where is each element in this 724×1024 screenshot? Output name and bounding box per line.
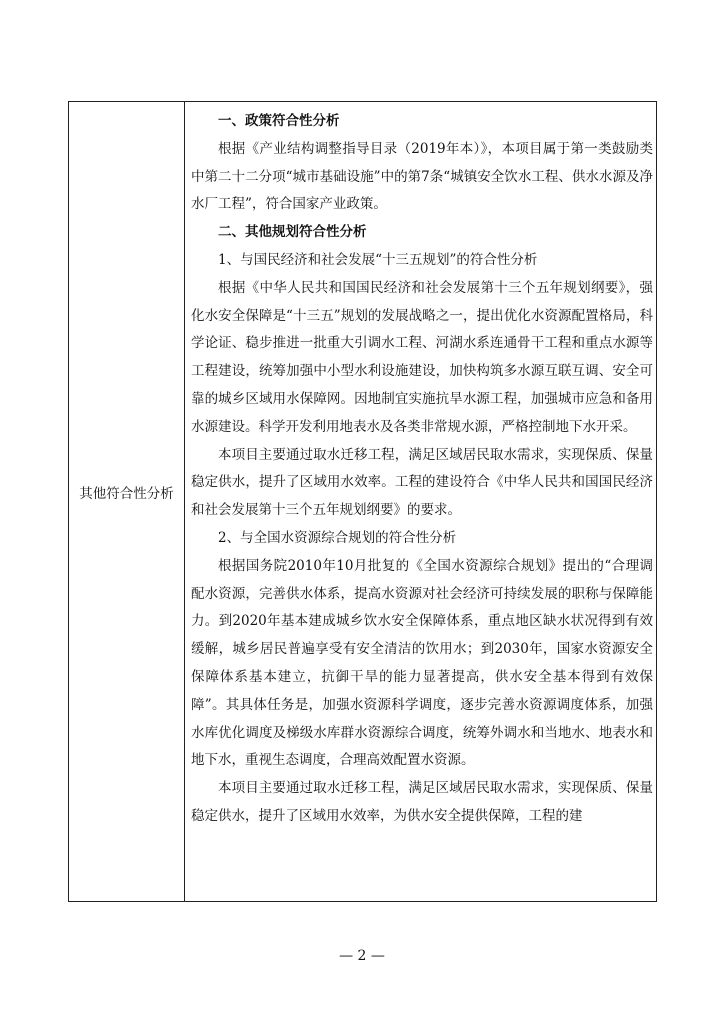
section-heading-other-plans: 二、其他规划符合性分析 — [218, 224, 367, 241]
paragraph-13th-plan: 根据《中华人民共和国国民经济和社会发展第十三个五年规划纲要》，强化水安全保障是“十三五”规划的发展战略之一，提出优化水资源配置格局，科学论证、稳步推进一批重大引调水工程、河湖水系连通骨干工程和重点水源等工程建设，统筹加强中小型水利设施建设，加快构筑多水源互联互调、安全可靠的城乡区域用水保障网。因地制宜实施抗旱水源工程，加强城市应急和备用水源建设。科学开发利用地表水及各类非常规水源，严格控制地下水开采。 — [191, 279, 653, 435]
analysis-table — [68, 101, 657, 902]
paragraph-project-13th: 本项目主要通过取水迁移工程，满足区域居民取水需求，实现保质、保量稳定供水，提升了区域用水效率。工程的建设符合《中华人民共和国国民经济和社会发展第十三个五年规划纲要》的要求。 — [191, 446, 653, 519]
column-divider — [184, 102, 185, 901]
section-heading-policy: 一、政策符合性分析 — [218, 113, 340, 129]
paragraph-policy: 根据《产业结构调整指导目录（2019年本）》，本项目属于第一类鼓励类中第二十二分项“城市基础设施”中的第7条“城镇安全饮水工程、供水水源及净水厂工程”，符合国家产业政策。 — [191, 140, 653, 213]
subheading-13th-plan: 1、与国民经济和社会发展“十三五规划”的符合性分析 — [218, 251, 538, 268]
page-number: — 2 — — [339, 948, 385, 964]
paragraph-project-water: 本项目主要通过取水迁移工程，满足区域居民取水需求，实现保质、保量稳定供水，提升了区域用水效率，为供水安全提供保障，工程的建 — [191, 780, 653, 824]
analysis-content — [191, 108, 653, 831]
subheading-water-plan: 2、与全国水资源综合规划的符合性分析 — [218, 529, 457, 546]
row-header-label: 其他符合性分析 — [79, 486, 174, 502]
paragraph-water-plan: 根据国务院2010年10月批复的《全国水资源综合规划》提出的“合理调配水资源，完善供水体系，提高水资源对社会经济可持续发展的职称与保障能力。到2020年基本建成城乡饮水安全保障体系，重点地区缺水状况得到有效缓解，城乡居民普遍享受有安全清洁的饮用水；到2030年，国家水资源安全保障体系基本建立，抗御干旱的能力显著提高，供水安全基本得到有效保障”。其具体任务是，加强水资源科学调度，逐步完善水资源调度体系，加强水库优化调度及梯级水库群水资源综合调度，统筹外调水和当地水、地表水和地下水，重视生态调度，合理高效配置水资源。 — [191, 557, 653, 769]
